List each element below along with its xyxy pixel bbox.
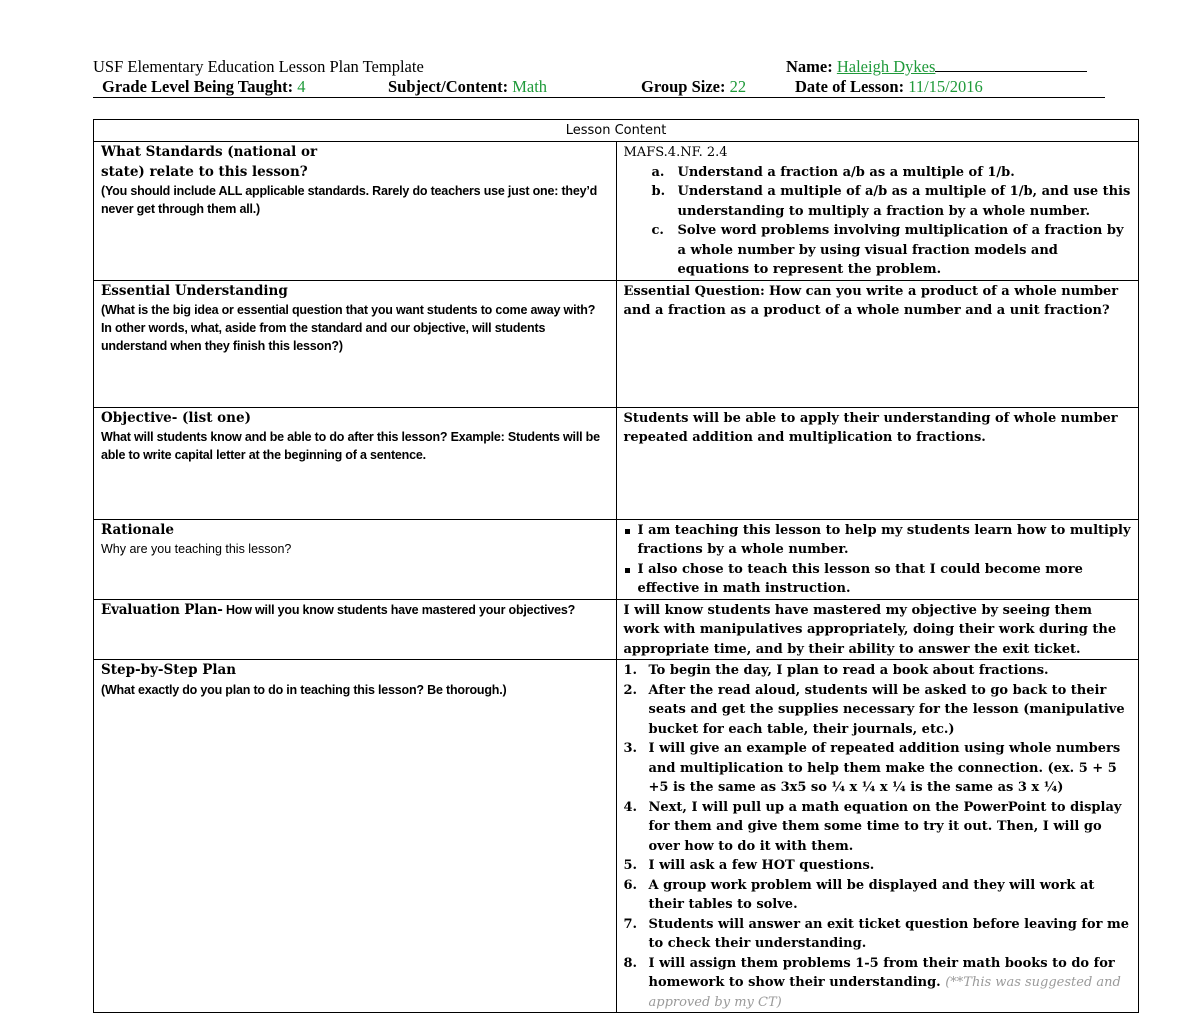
grade-field: [102, 77, 306, 97]
objective-row: [94, 407, 1139, 519]
name-value: Haleigh Dykes: [836, 57, 936, 76]
understanding-note: (What is the big idea or essential question that you want students to come away with? In other words, what, aside from the standard and our objective, will students understand when they finish this lesson?): [101, 303, 596, 353]
understanding-label: Essential Understanding: [101, 282, 288, 299]
list-item: 2. After the read aloud, students will be asked to go back to their seats and get the supplies necessary for the lesson (manipulative bucket for each table, their journals, etc.): [623, 682, 1125, 737]
essential-question-label: Essential Question:: [623, 283, 765, 299]
understanding-label-cell: [94, 280, 617, 407]
list-item: 6. A group work problem will be displayed and they will work at their tables to solve.: [623, 877, 1095, 912]
list-item: 7. Students will answer an exit ticket question before leaving for me to check their understanding.: [623, 916, 1129, 951]
rationale-label-cell: [94, 519, 617, 599]
steps-label-cell: [94, 660, 617, 1013]
standards-code: MAFS.4.NF. 2.4: [623, 145, 728, 160]
standards-list: [624, 163, 1132, 280]
steps-content-cell: [616, 660, 1139, 1013]
evaluation-content-cell: I will know students have mastered my objective by seeing them work with manipulatives appropriately, doing their work during the appropriate time, and by their ability to answer the exit ticket.: [616, 599, 1139, 660]
steps-note: (What exactly do you plan to do in teaching this lesson? Be thorough.): [101, 682, 507, 697]
rationale-label: Rationale: [101, 521, 174, 538]
standards-label-cell: [94, 142, 617, 281]
essential-question-text: How can you write a product of a whole number and a fraction as a product of a whole number and a unit fraction?: [623, 283, 1119, 318]
objective-label: Objective- (list one): [101, 409, 251, 426]
name-label: Name:: [786, 57, 833, 76]
steps-row: [94, 660, 1139, 1013]
standards-question-2: state) relate to this lesson?: [101, 163, 308, 180]
group-size-field: [641, 77, 746, 97]
standards-note: (You should include ALL applicable standards. Rarely do teachers use just one: they’d never get through them all.): [101, 184, 598, 216]
lesson-content-table: [93, 119, 1139, 1013]
rationale-row: [94, 519, 1139, 599]
group-label: Group Size:: [641, 77, 726, 96]
rationale-content-cell: [616, 519, 1139, 599]
date-field: [795, 77, 983, 97]
evaluation-label: Evaluation Plan-: [101, 601, 223, 618]
group-value: 22: [729, 77, 747, 96]
grade-value: 4: [297, 77, 306, 96]
standards-content-cell: [616, 142, 1139, 281]
steps-list: [624, 661, 1132, 1012]
subject-value: Math: [512, 77, 548, 96]
rationale-list: [624, 521, 1132, 599]
understanding-content-cell: [616, 280, 1139, 407]
standards-question-1: What Standards (national or: [101, 144, 318, 160]
list-item: 3. I will give an example of repeated addition using whole numbers and multiplication to help them make the connection. (ex. 5 + 5 +5 is the same as 3x5 so ¼ x ¼ x ¼ is the same as 3 x ¼): [623, 741, 1121, 795]
date-label: Date of Lesson:: [795, 77, 905, 96]
objective-content-cell: Students will be able to apply their understanding of whole number repeated addition and multiplication to fractions.: [616, 407, 1139, 519]
document-title: USF Elementary Education Lesson Plan Template: [93, 57, 424, 76]
name-underline: [935, 58, 1087, 72]
list-item: c. Solve word problems involving multiplication of a fraction by a whole number by using visual fraction models and equations to represent the problem.: [651, 223, 1124, 277]
understanding-row: [94, 280, 1139, 407]
grade-label: Grade Level Being Taught:: [102, 77, 294, 96]
list-item: 1. To begin the day, I plan to read a book about fractions.: [623, 663, 1049, 678]
list-item: 4. Next, I will pull up a math equation on the PowerPoint to display for them and give them some time to try it out. Then, I will go over how to do it with them.: [623, 799, 1122, 854]
list-item: 5. I will ask a few HOT questions.: [623, 858, 875, 873]
list-item: a. Understand a fraction a/b as a multiple of 1/b.: [651, 164, 1015, 180]
list-item: I am teaching this lesson to help my students learn how to multiply fractions by a whole number.: [624, 521, 1132, 560]
header-info-row: [93, 77, 1105, 98]
evaluation-label-cell: [94, 599, 617, 660]
table-heading: Lesson Content: [94, 120, 1139, 142]
objective-note: What will students know and be able to do after this lesson? Example: Students will be able to write capital letter at the beginning of a sentence.: [101, 430, 600, 462]
evaluation-row: [94, 599, 1139, 660]
date-value: 11/15/2016: [908, 77, 983, 96]
name-field: [786, 57, 1087, 77]
ct-approval-note: (**This was suggested and approved by my CT): [648, 975, 1121, 1010]
subject-field: [388, 77, 547, 97]
evaluation-note: How will you know students have mastered your objectives?: [222, 602, 576, 617]
subject-label: Subject/Content:: [388, 77, 509, 96]
steps-label: Step-by-Step Plan: [101, 662, 237, 678]
list-item: 8. I will assign them problems 1-5 from their math books to do for homework to show their understanding. (**This was suggested and approved by my CT): [623, 955, 1121, 1010]
list-item: b. Understand a multiple of a/b as a multiple of 1/b, and use this understanding to multiply a fraction by a whole number.: [651, 184, 1131, 219]
objective-label-cell: [94, 407, 617, 519]
list-item: I also chose to teach this lesson so that I could become more effective in math instruction.: [624, 560, 1132, 599]
rationale-note: Why are you teaching this lesson?: [101, 542, 292, 556]
standards-row: [94, 142, 1139, 281]
